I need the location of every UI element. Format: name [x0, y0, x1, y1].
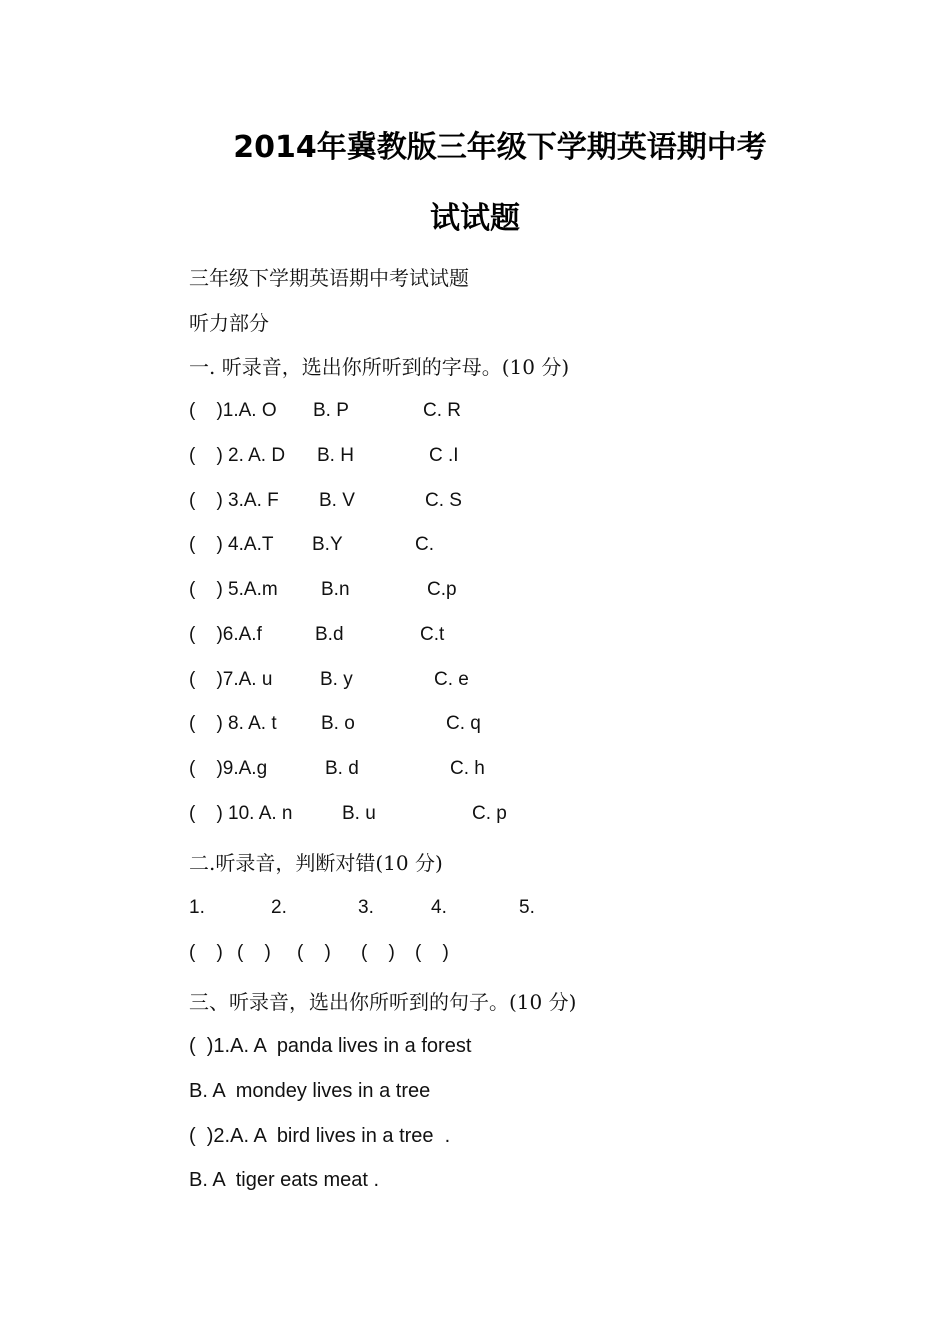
option-b: B. V	[319, 490, 355, 511]
question-option-a: ( ) 8. A. t	[189, 713, 277, 734]
answer-bracket: ( )	[189, 942, 223, 963]
part2-answer-brackets	[189, 942, 789, 966]
answer-bracket: ( )	[415, 942, 449, 963]
part2-numbers	[189, 897, 789, 921]
option-c: C .I	[429, 445, 459, 466]
option-c: C. h	[450, 758, 485, 779]
option-c: C. e	[434, 669, 469, 690]
part1-item	[189, 713, 789, 737]
question-option-a: ( ) 5.A.m	[189, 579, 278, 600]
section-listening: 听力部分	[189, 311, 269, 335]
option-b: B. d	[325, 758, 359, 779]
question-option-a: ( ) 2. A. D	[189, 445, 286, 466]
option-c: C. p	[472, 803, 507, 824]
part2-heading: 二.听录音，判断对错(10 分)	[189, 851, 443, 875]
part1-item	[189, 445, 789, 469]
subtitle: 三年级下学期英语期中考试试题	[189, 266, 469, 290]
part1-heading: 一. 听录音，选出你所听到的字母。(10 分)	[189, 355, 570, 379]
part1-item	[189, 624, 789, 648]
question-option-a: ( )7.A. u	[189, 669, 273, 690]
item-number: 4.	[431, 897, 447, 918]
option-c: C.	[415, 534, 434, 555]
part1-item	[189, 669, 789, 693]
part1-item	[189, 534, 789, 558]
part3-line: ( )2.A. A bird lives in a tree .	[189, 1125, 451, 1147]
option-b: B.n	[321, 579, 350, 600]
part1-item	[189, 400, 789, 424]
option-b: B.Y	[312, 534, 343, 555]
option-c: C.p	[427, 579, 457, 600]
part1-item	[189, 490, 789, 514]
option-b: B. y	[320, 669, 353, 690]
option-b: B. u	[342, 803, 376, 824]
question-option-a: ( )6.A.f	[189, 624, 262, 645]
option-c: C. q	[446, 713, 481, 734]
part1-item	[189, 579, 789, 603]
item-number: 1.	[189, 897, 205, 918]
question-option-a: ( )1.A. O	[189, 400, 277, 421]
question-option-a: ( ) 10. A. n	[189, 803, 293, 824]
part3-line: B. A tiger eats meat .	[189, 1169, 380, 1191]
answer-bracket: ( )	[237, 942, 271, 963]
part3-line: ( )1.A. A panda lives in a forest	[189, 1035, 472, 1057]
part3-heading: 三、听录音，选出你所听到的句子。(10 分)	[189, 990, 577, 1014]
option-c: C. S	[425, 490, 462, 511]
document-title-line-1: 2014年冀教版三年级下学期英语期中考	[233, 130, 767, 165]
part1-item	[189, 758, 789, 782]
option-b: B. P	[313, 400, 349, 421]
option-b: B. o	[321, 713, 355, 734]
option-c: C.t	[420, 624, 445, 645]
part1-item	[189, 803, 789, 827]
item-number: 3.	[358, 897, 374, 918]
option-b: B.d	[315, 624, 344, 645]
question-option-a: ( )9.A.g	[189, 758, 268, 779]
item-number: 2.	[271, 897, 287, 918]
part3-line: B. A mondey lives in a tree	[189, 1080, 431, 1102]
option-c: C. R	[423, 400, 461, 421]
answer-bracket: ( )	[361, 942, 395, 963]
option-b: B. H	[317, 445, 354, 466]
question-option-a: ( ) 4.A.T	[189, 534, 274, 555]
item-number: 5.	[519, 897, 535, 918]
answer-bracket: ( )	[297, 942, 331, 963]
document-title-line-2: 试试题	[430, 201, 520, 236]
question-option-a: ( ) 3.A. F	[189, 490, 279, 511]
